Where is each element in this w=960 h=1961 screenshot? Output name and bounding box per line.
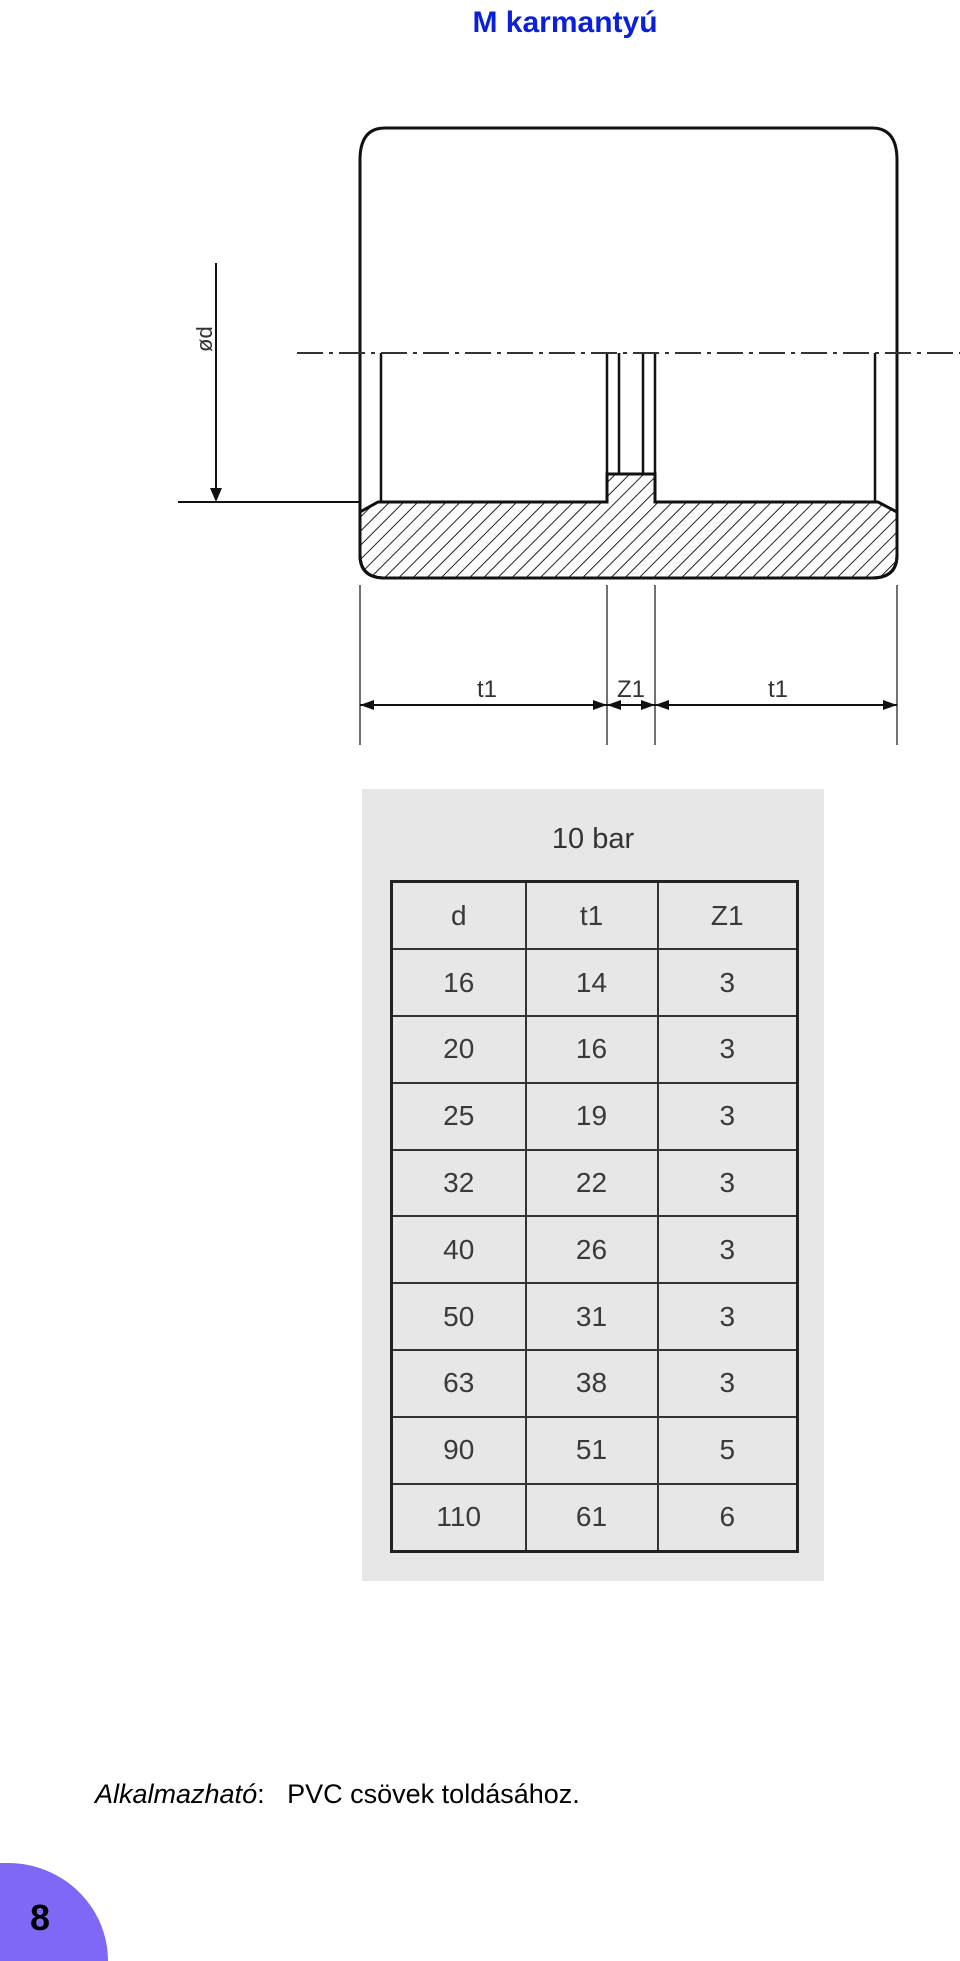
table-caption: 10 bar	[551, 823, 635, 855]
cell-z1: 3	[658, 1283, 798, 1350]
table-row	[392, 1216, 798, 1283]
cell-t1: 31	[526, 1283, 658, 1350]
column-header-d: d	[392, 882, 526, 950]
cell-z1: 3	[658, 1150, 798, 1217]
cell-t1: 26	[526, 1216, 658, 1283]
cell-z1: 3	[658, 949, 798, 1016]
table-row	[392, 1150, 798, 1217]
table-row	[392, 1283, 798, 1350]
diameter-dimension	[178, 263, 360, 502]
cell-z1: 3	[658, 1350, 798, 1417]
cell-d: 50	[392, 1283, 526, 1350]
page-number-tab	[0, 1863, 108, 1961]
cell-t1: 38	[526, 1350, 658, 1417]
table-row	[392, 949, 798, 1016]
table-header-row	[392, 882, 798, 950]
cell-t1: 14	[526, 949, 658, 1016]
cell-z1: 3	[658, 1016, 798, 1083]
usage-note	[95, 1779, 580, 1810]
cell-z1: 6	[658, 1484, 798, 1552]
cell-z1: 5	[658, 1417, 798, 1484]
cell-d: 16	[392, 949, 526, 1016]
table-row	[392, 1083, 798, 1150]
cell-d: 40	[392, 1216, 526, 1283]
cell-d: 20	[392, 1016, 526, 1083]
cell-z1: 3	[658, 1083, 798, 1150]
cell-d: 25	[392, 1083, 526, 1150]
dimension-table	[390, 880, 799, 1553]
column-header-t1: t1	[526, 882, 658, 950]
table-row	[392, 1484, 798, 1552]
cell-d: 63	[392, 1350, 526, 1417]
table-row	[392, 1417, 798, 1484]
dimension-table-panel	[362, 789, 824, 1581]
cell-d: 90	[392, 1417, 526, 1484]
t1-left-label: t1	[476, 676, 498, 703]
cell-t1: 51	[526, 1417, 658, 1484]
cell-d: 32	[392, 1150, 526, 1217]
technical-drawing	[0, 0, 960, 760]
extension-lines	[360, 585, 897, 745]
page-number: 8	[30, 1897, 51, 1938]
cell-t1: 61	[526, 1484, 658, 1552]
diameter-label: ød	[192, 326, 217, 352]
cell-t1: 22	[526, 1150, 658, 1217]
column-header-z1: Z1	[658, 882, 798, 950]
cell-d: 110	[392, 1484, 526, 1552]
usage-note-text: PVC csövek toldásához.	[287, 1779, 580, 1809]
cell-t1: 16	[526, 1016, 658, 1083]
page-title: M karmantyú	[472, 6, 658, 39]
hatched-wall-section	[360, 474, 897, 578]
usage-note-separator: :	[257, 1779, 265, 1809]
table-row	[392, 1016, 798, 1083]
t1-right-label: t1	[767, 676, 789, 703]
table-row	[392, 1350, 798, 1417]
usage-note-label: Alkalmazható	[95, 1779, 258, 1809]
cell-t1: 19	[526, 1083, 658, 1150]
z1-label: Z1	[616, 676, 646, 703]
cell-z1: 3	[658, 1216, 798, 1283]
